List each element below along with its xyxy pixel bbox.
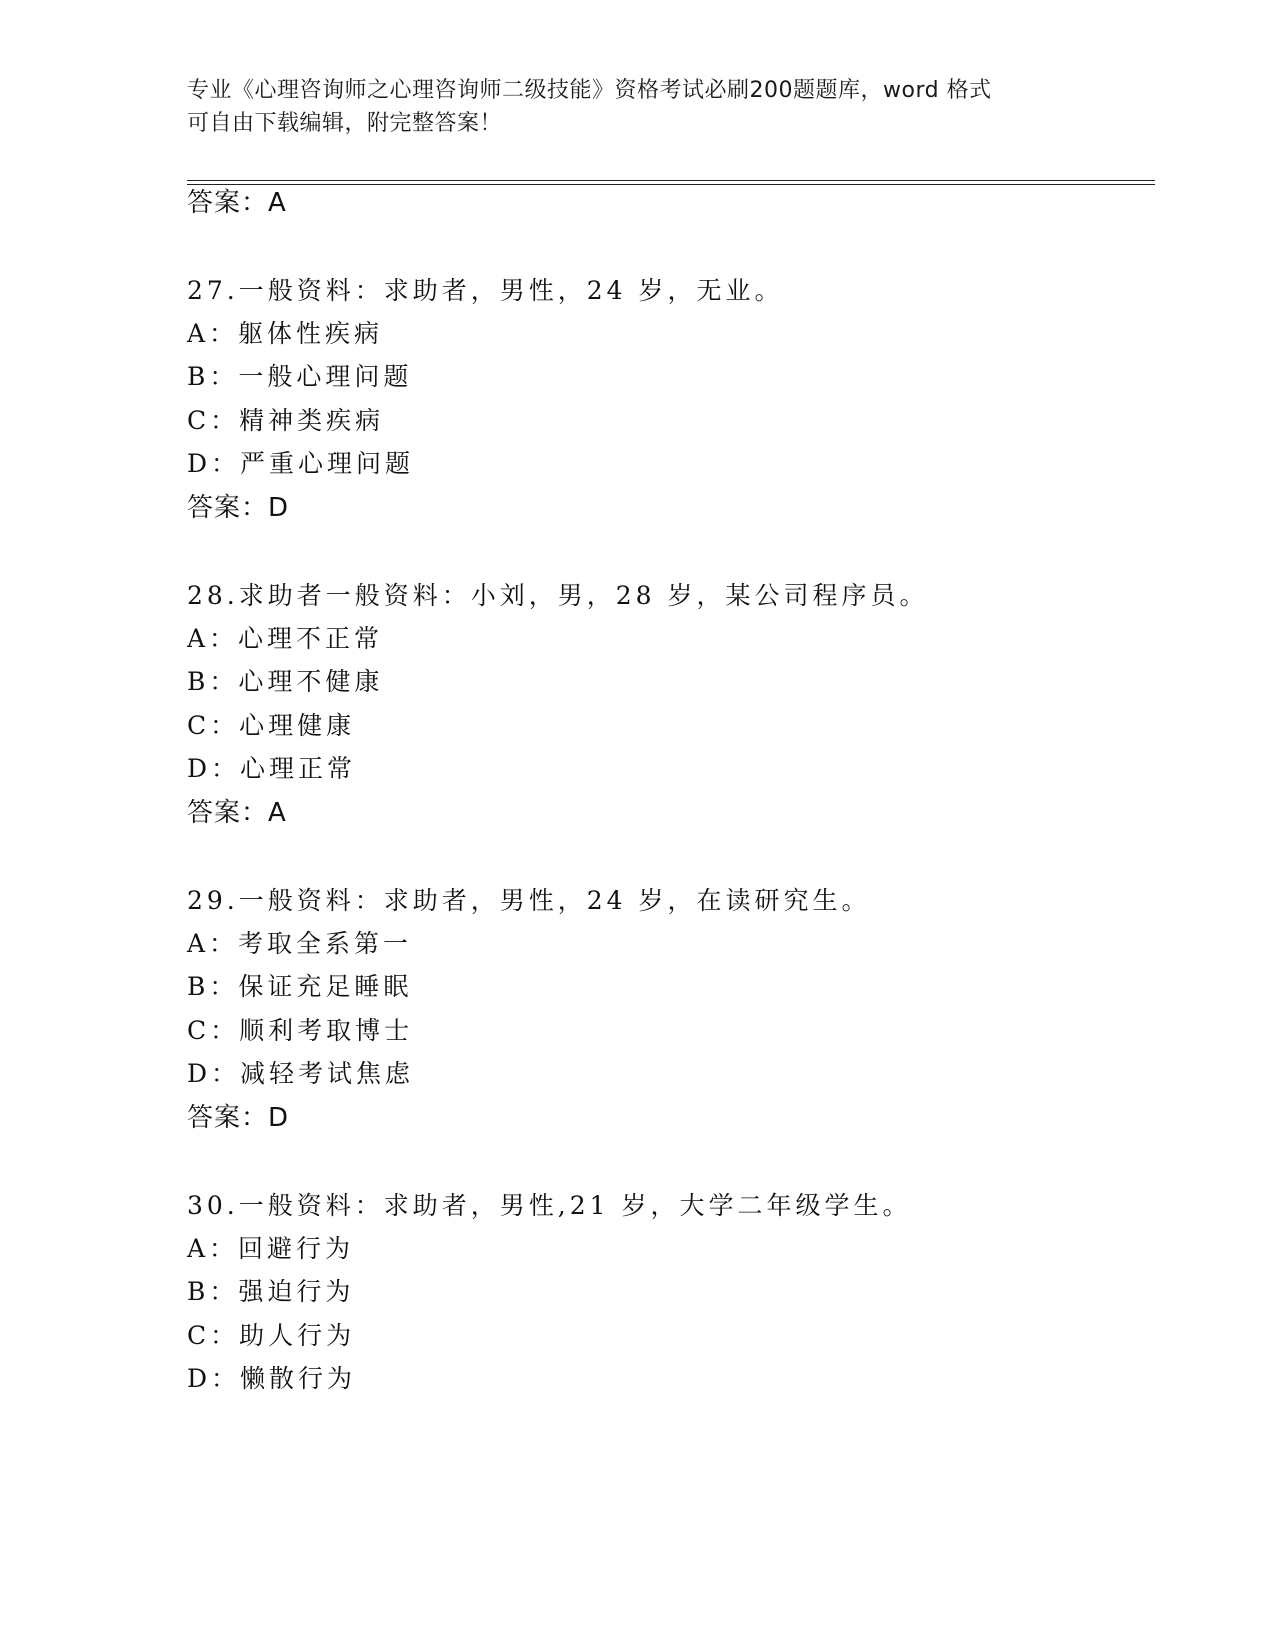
option-a: A：心理不正常 bbox=[187, 624, 384, 653]
option-d: D：心理正常 bbox=[187, 754, 357, 783]
header-divider-top bbox=[187, 180, 1155, 181]
option-a: A：回避行为 bbox=[187, 1234, 355, 1263]
option-d: D：严重心理问题 bbox=[187, 449, 415, 478]
option-a: A：考取全系第一 bbox=[187, 929, 413, 958]
question-stem: 29.一般资料：求助者，男性，24 岁，在读研究生。 bbox=[187, 886, 871, 915]
question-stem: 30.一般资料：求助者，男性,21 岁，大学二年级学生。 bbox=[187, 1191, 912, 1220]
header-divider-bottom bbox=[187, 184, 1155, 185]
option-d: D：减轻考试焦虑 bbox=[187, 1059, 415, 1088]
answer-line: 答案：D bbox=[187, 1103, 290, 1133]
option-a: A：躯体性疾病 bbox=[187, 319, 384, 348]
answer-line: 答案：A bbox=[187, 188, 287, 218]
option-c: C：顺利考取博士 bbox=[187, 1016, 414, 1045]
header-line-1: 专业《心理咨询师之心理咨询师二级技能》资格考试必刷200题题库，word 格式 bbox=[187, 78, 992, 103]
option-b: B：强迫行为 bbox=[187, 1277, 355, 1306]
option-d: D：懒散行为 bbox=[187, 1364, 357, 1393]
option-c: C：心理健康 bbox=[187, 711, 356, 740]
answer-line: 答案：D bbox=[187, 493, 290, 523]
document-header bbox=[187, 74, 1067, 140]
option-b: B：心理不健康 bbox=[187, 667, 384, 696]
option-c: C：精神类疾病 bbox=[187, 406, 385, 435]
question-stem: 27.一般资料：求助者，男性，24 岁，无业。 bbox=[187, 276, 784, 305]
answer-line: 答案：A bbox=[187, 798, 287, 828]
option-b: B：保证充足睡眠 bbox=[187, 972, 413, 1001]
option-c: C：助人行为 bbox=[187, 1321, 356, 1350]
header-line-2: 可自由下载编辑，附完整答案！ bbox=[187, 111, 503, 136]
option-b: B：一般心理问题 bbox=[187, 362, 413, 391]
question-stem: 28.求助者一般资料：小刘，男，28 岁，某公司程序员。 bbox=[187, 581, 929, 610]
